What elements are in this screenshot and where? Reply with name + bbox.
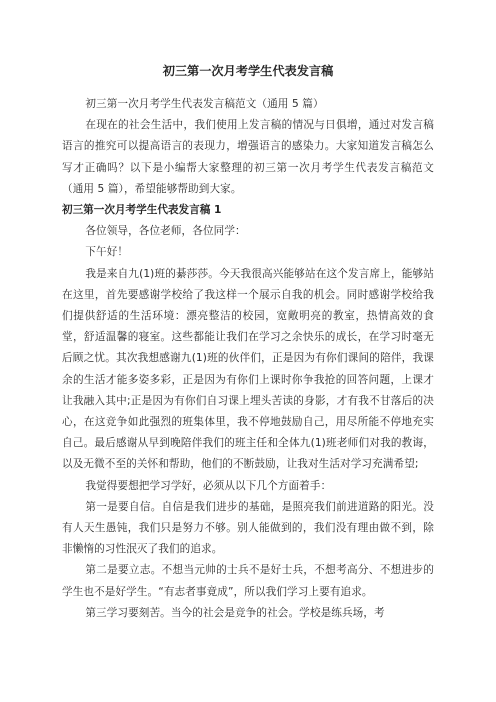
body-paragraph-4: 第二是要立志。不想当元帅的士兵不是好士兵，不想考高分、不想进步的学生也不是好学生。“有志者事竟成”，所以我们学习上要有追求。 [62,564,434,598]
intro-paragraph: 在现在的社会生活中，我们使用上发言稿的情况与日俱增，通过对发言稿语言的推究可以提高语言的表现力，增强语言的感染力。大家知道发言稿怎么写才正确吗？以下是小编帮大家整理的初三第一次月考学生代表发言稿范文（通用 5 篇），希望能够帮助到大家。 [62,119,434,195]
body-paragraph-5: 第三学习要刻苦。当今的社会是竞争的社会。学校是练兵场，考 [85,606,385,619]
good-afternoon-line: 下午好！ [85,246,129,259]
body-paragraph-3: 第一是要自信。自信是我们进步的基础，是照亮我们前进道路的阳光。没有人天生愚钝，我们只是努力不够。别人能做到的，我们没有理由做不到，除非懒惰的习性泯灭了我们的追求。 [62,500,434,556]
section-heading: 初三第一次月考学生代表发言稿 1 [62,204,222,217]
intro-line: 初三第一次月考学生代表发言稿范文（通用 5 篇） [85,98,324,110]
body-paragraph-2: 我觉得要想把学习学好，必须从以下几个方面着手： [85,479,332,492]
greeting-line: 各位领导，各位老师，各位同学： [85,225,246,238]
document-title: 初三第一次月考学生代表发言稿 [162,64,334,78]
body-paragraph-1: 我是来自九(1)班的綦莎莎。今天我很高兴能够站在这个发言席上，能够站在这里，首先要感谢学校给了我这样一个展示自我的机会。同时感谢学校给我们提供舒适的生活环境：漂亮整洁的校园，宽敞明亮的教室，热情高效的食堂，舒适温馨的寝室。这些都能让我们在学习之余快乐的成长，在学习时毫无后顾之忧。其次我想感谢九(1)班的伙伴们，正是因为有你们课间的陪伴，我课余的生活才能多姿多彩，正是因为有你们上课时你争我抢的回答问题，上课才让我融入其中;正是因为有你们自习课上埋头苦读的身影，才有我不甘落后的决心，在这竞争如此强烈的班集体里，我不停地鼓励自己，用尽所能不停地充实自己。最后感谢从早到晚陪伴我们的班主任和全体九(1)班老师们对我的教诲，以及无微不至的关怀和帮助，他们的不断鼓励，让我对生活对学习充满希望; [62,267,434,471]
